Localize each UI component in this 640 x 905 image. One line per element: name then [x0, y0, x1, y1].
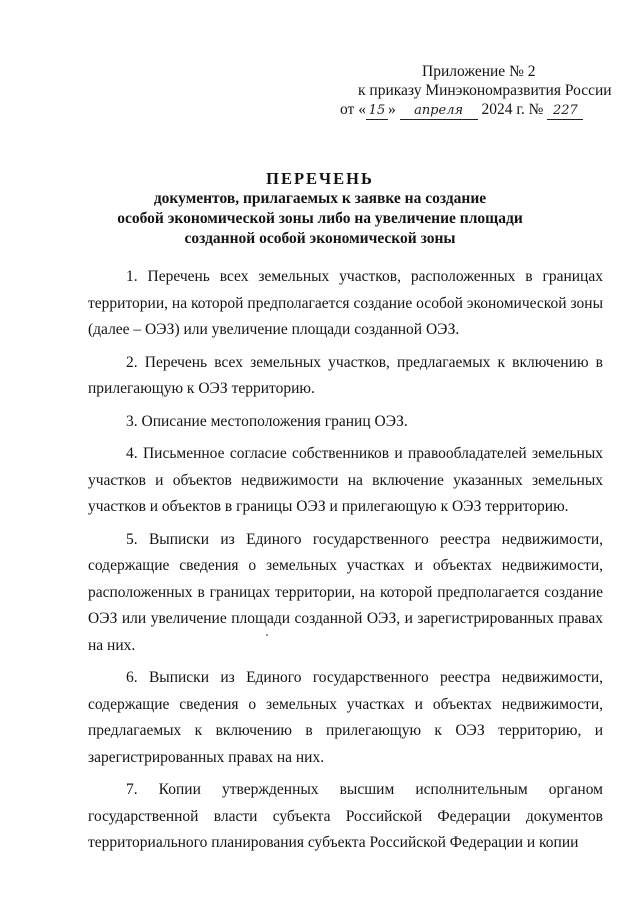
list-item-7: 7. Копии утвержденных высшим исполнительным органом государственной власти субъекта Российской Федерации документов территориального планирования субъекта Российской Федерации и копии — [88, 781, 603, 851]
date-day-handwritten: 15 — [366, 103, 388, 120]
list-item-2: 2. Перечень всех земельных участков, предлагаемых к включению в прилегающую к ОЭЗ территорию. — [88, 353, 603, 397]
title-heading: ПЕРЕЧЕНЬ — [266, 169, 374, 188]
list-item-5: 5. Выписки из Единого государственного реестра недвижимости, содержащие сведения о земельных участках и объектах недвижимости, расположенных в границах территории, на которой предполагается создание ОЭЗ или увеличение площади созданной ОЭЗ, и зарегистрированных правах на них. — [88, 530, 603, 654]
list-item-1: 1. Перечень всех земельных участков, расположенных в границах территории, на которой предполагается создание особой экономической зоны (далее – ОЭЗ) или увеличение площади созданной ОЭЗ. — [88, 268, 603, 338]
date-mid: » — [387, 101, 396, 118]
title-line-2: документов, прилагаемых к заявке на создание — [153, 190, 487, 207]
list-item-3: 3. Описание местоположения границ ОЭЗ. — [126, 412, 408, 430]
appendix-number: Приложение № 2 — [422, 63, 536, 80]
date-prefix: от « — [340, 101, 366, 118]
title-line-3: особой экономической зоны либо на увеличение площади — [117, 210, 523, 227]
date-month-handwritten: апреля — [400, 103, 478, 120]
scan-speck — [266, 634, 268, 636]
appendix-date-line — [340, 100, 583, 120]
appendix-order-ref: к приказу Минэкономразвития России — [358, 82, 612, 99]
document-body — [88, 264, 603, 857]
list-item-6: 6. Выписки из Единого государственного реестра недвижимости, содержащие сведения о земельных участках и объектах недвижимости, предлагаемых к включению в прилегающую к ОЭЗ территорию, и зарегистрированных правах на них. — [88, 669, 603, 766]
order-number-handwritten: 227 — [547, 103, 583, 120]
title-line-4: созданной особой экономической зоны — [184, 230, 456, 247]
date-year: 2024 г. № — [481, 101, 544, 118]
list-item-4: 4. Письменное согласие собственников и правообладателей земельных участков и объектов недвижимости на включение указанных земельных участков и объектов в границы ОЭЗ и прилегающую к ОЭЗ территорию. — [88, 445, 603, 515]
